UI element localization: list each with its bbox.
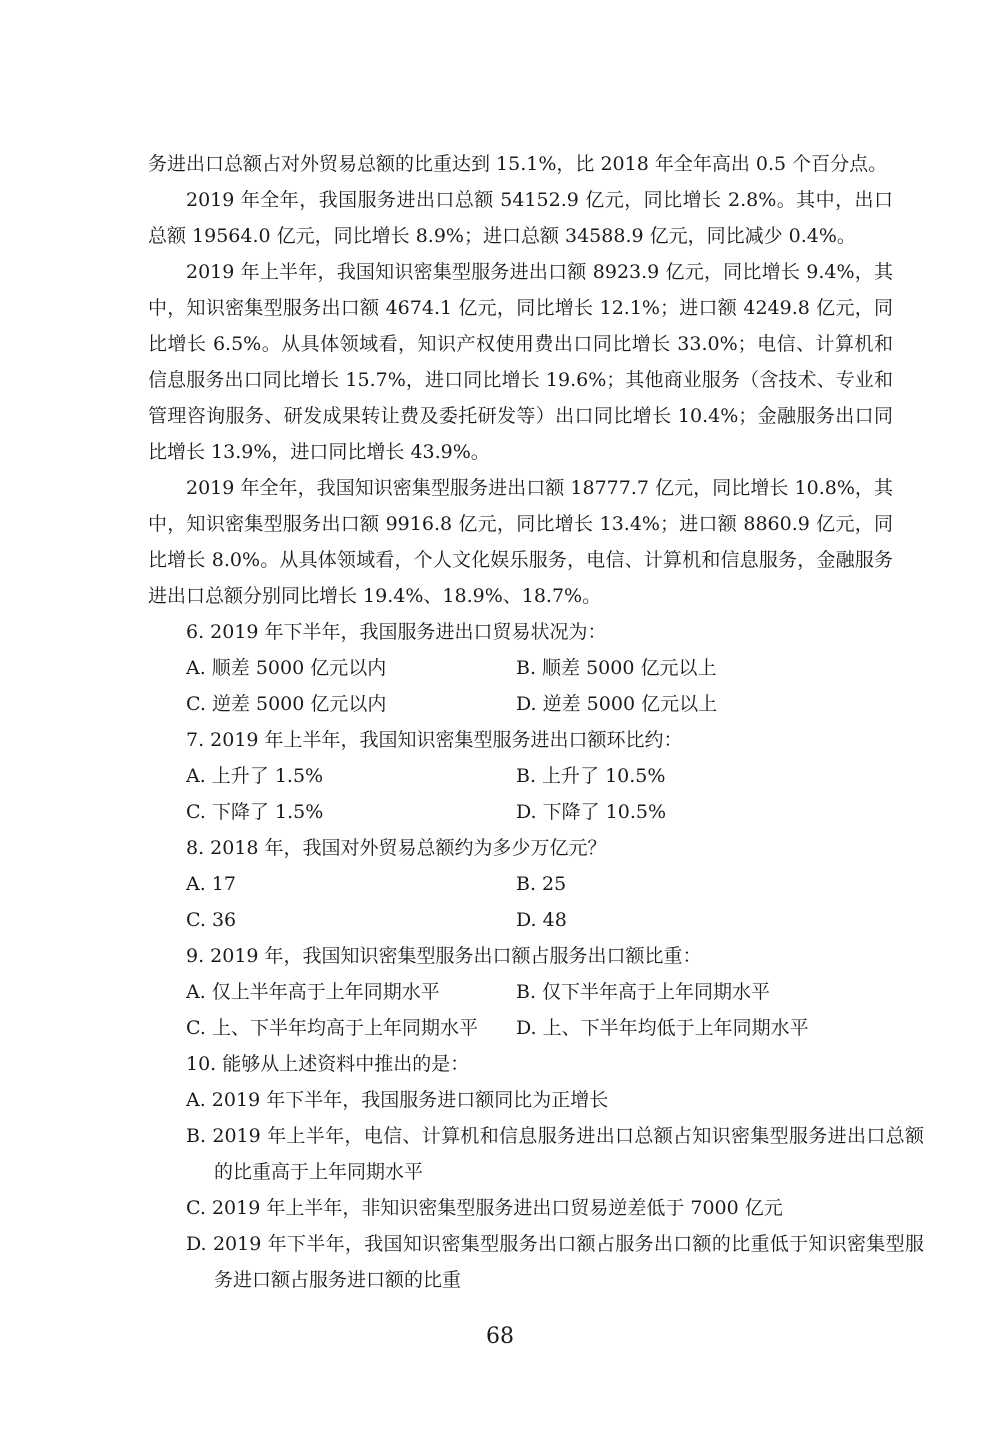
question-6-stem: 6. 2019 年下半年，我国服务进出口贸易状况为： [186,621,607,643]
question-6-options [186,650,896,722]
question-8-option-b: B. 25 [516,873,567,895]
question-6-option-d: D. 逆差 5000 亿元以上 [516,693,718,715]
question-6-option-b: B. 顺差 5000 亿元以上 [516,657,717,679]
question-7-stem: 7. 2019 年上半年，我国知识密集型服务进出口额环比约： [186,729,683,751]
question-8-option-a: A. 17 [186,873,236,895]
paragraph-1: 务进出口总额占对外贸易总额的比重达到 15.1%，比 2018 年全年高出 0.5 个百分点。 [148,153,888,175]
question-9-stem: 9. 2019 年，我国知识密集型服务出口额占服务出口额比重： [186,945,702,967]
question-8-option-d: D. 48 [516,909,567,931]
question-10-option-c: C. 2019 年上半年，非知识密集型服务进出口贸易逆差低于 7000 亿元 [186,1197,783,1219]
question-7-option-a: A. 上升了 1.5% [186,765,324,787]
question-10-stem: 10. 能够从上述资料中推出的是： [186,1053,470,1075]
question-9-option-c: C. 上、下半年均高于上年同期水平 [186,1017,478,1039]
question-9-option-d: D. 上、下半年均低于上年同期水平 [516,1017,809,1039]
question-9-option-b: B. 仅下半年高于上年同期水平 [516,981,771,1003]
paragraph-4: 2019 年全年，我国知识密集型服务进出口额 18777.7 亿元，同比增长 10.8%，其中，知识密集型服务出口额 9916.8 亿元，同比增长 13.4%；进口额 8860.9 亿元，同比增长 8.0%。从具体领域看，个人文化娱乐服务，电信、计算机和信息服务，金融服务进出口总额分别同比增长 19.4%、18.9%、18.7%。 [148,477,893,607]
question-7-options [186,758,896,830]
question-7-option-b: B. 上升了 10.5% [516,765,666,787]
question-9-options [186,974,896,1046]
paragraph-3: 2019 年上半年，我国知识密集型服务进出口额 8923.9 亿元，同比增长 9.4%，其中，知识密集型服务出口额 4674.1 亿元，同比增长 12.1%；进口额 4249.8 亿元，同比增长 6.5%。从具体领域看，知识产权使用费出口同比增长 33.0%；电信、计算机和信息服务出口同比增长 15.7%，进口同比增长 19.6%；其他商业服务（含技术、专业和管理咨询服务、研发成果转让费及委托研发等）出口同比增长 10.4%；金融服务出口同比增长 13.9%，进口同比增长 43.9%。 [148,261,893,463]
question-10-option-b: B. 2019 年上半年，电信、计算机和信息服务进出口总额占知识密集型服务进出口总额的比重高于上年同期水平 [186,1125,924,1183]
question-10-option-a: A. 2019 年下半年，我国服务进口额同比为正增长 [186,1089,609,1111]
question-6-option-c: C. 逆差 5000 亿元以内 [186,693,387,715]
question-6-option-a: A. 顺差 5000 亿元以内 [186,657,387,679]
question-10-option-d: D. 2019 年下半年，我国知识密集型服务出口额占服务出口额的比重低于知识密集型服务进口额占服务进口额的比重 [186,1233,924,1291]
question-7-option-c: C. 下降了 1.5% [186,801,324,823]
paragraph-2: 2019 年全年，我国服务进出口总额 54152.9 亿元，同比增长 2.8%。其中，出口总额 19564.0 亿元，同比增长 8.9%；进口总额 34588.9 亿元，同比减少 0.4%。 [148,189,893,247]
question-9-option-a: A. 仅上半年高于上年同期水平 [186,981,440,1003]
question-8-options [186,866,896,938]
question-7-option-d: D. 下降了 10.5% [516,801,667,823]
question-8-option-c: C. 36 [186,909,237,931]
question-8-stem: 8. 2018 年，我国对外贸易总额约为多少万亿元？ [186,837,607,859]
page-number: 68 [486,1324,514,1349]
